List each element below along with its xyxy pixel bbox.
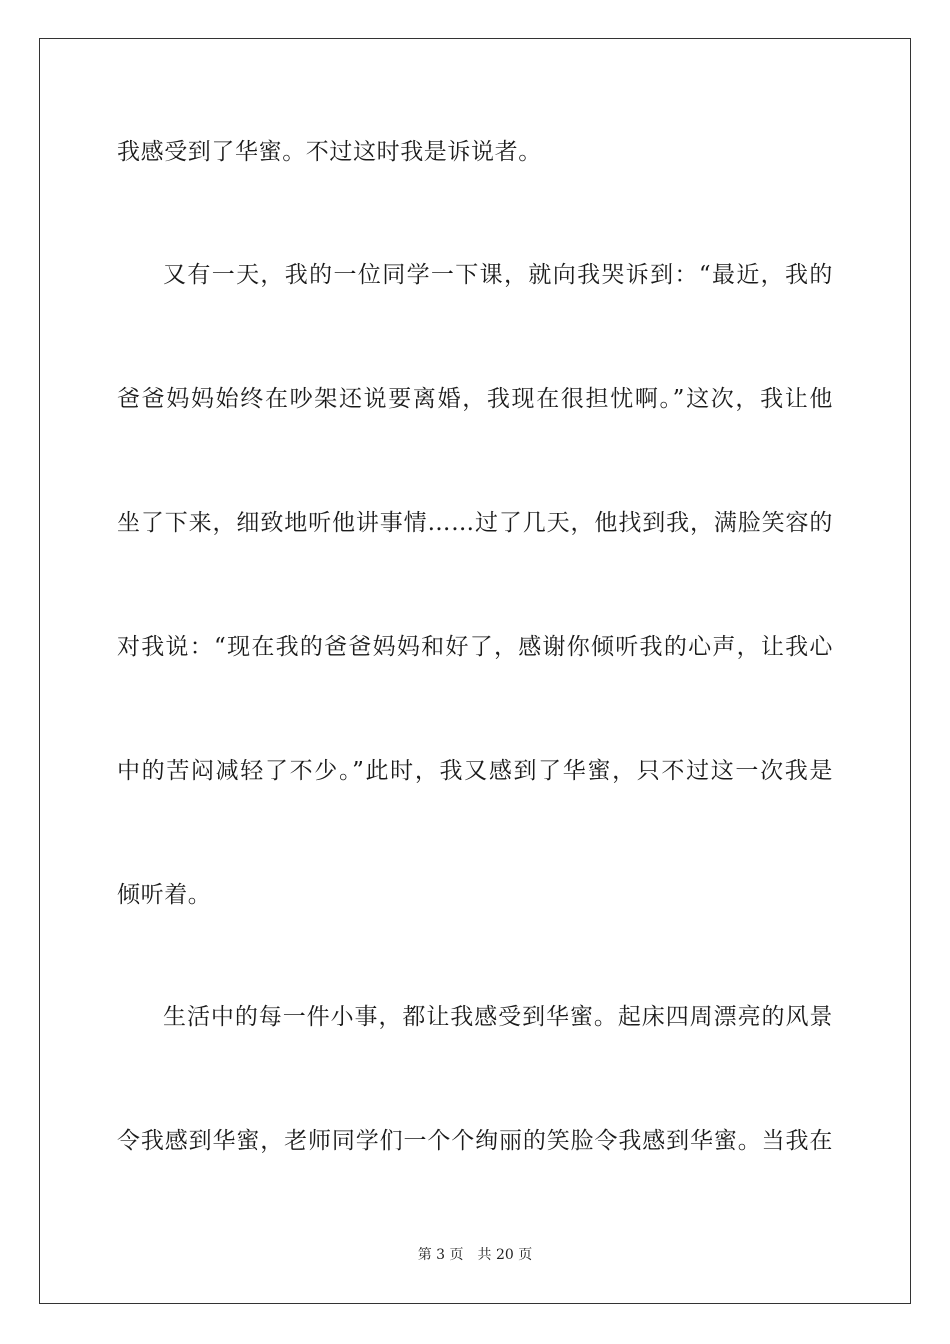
text-line-8: 生活中的每一件小事，都让我感受到华蜜。起床四周漂亮的风景	[163, 1004, 833, 1030]
text-line-3: 爸爸妈妈始终在吵架还说要离婚，我现在很担忧啊。”这次，我让他	[117, 386, 833, 412]
text-line-1: 我感受到了华蜜。不过这时我是诉说者。	[117, 139, 542, 165]
text-line-2: 又有一天，我的一位同学一下课，就向我哭诉到：“最近，我的	[163, 262, 833, 288]
page-total: 共 20 页	[477, 1247, 533, 1263]
text-line-9: 令我感到华蜜，老师同学们一个个绚丽的笑脸令我感到华蜜。当我在	[117, 1128, 833, 1154]
text-line-5: 对我说：“现在我的爸爸妈妈和好了，感谢你倾听我的心声，让我心	[117, 634, 833, 660]
text-line-4: 坐了下来，细致地听他讲事情……过了几天，他找到我，满脸笑容的	[117, 510, 833, 536]
text-line-6: 中的苦闷减轻了不少。”此时，我又感到了华蜜，只不过这一次我是	[117, 758, 833, 784]
page-footer	[0, 1246, 950, 1264]
text-line-7: 倾听着。	[117, 882, 212, 908]
page-number: 第 3 页	[417, 1247, 464, 1263]
page-border	[39, 38, 911, 1304]
